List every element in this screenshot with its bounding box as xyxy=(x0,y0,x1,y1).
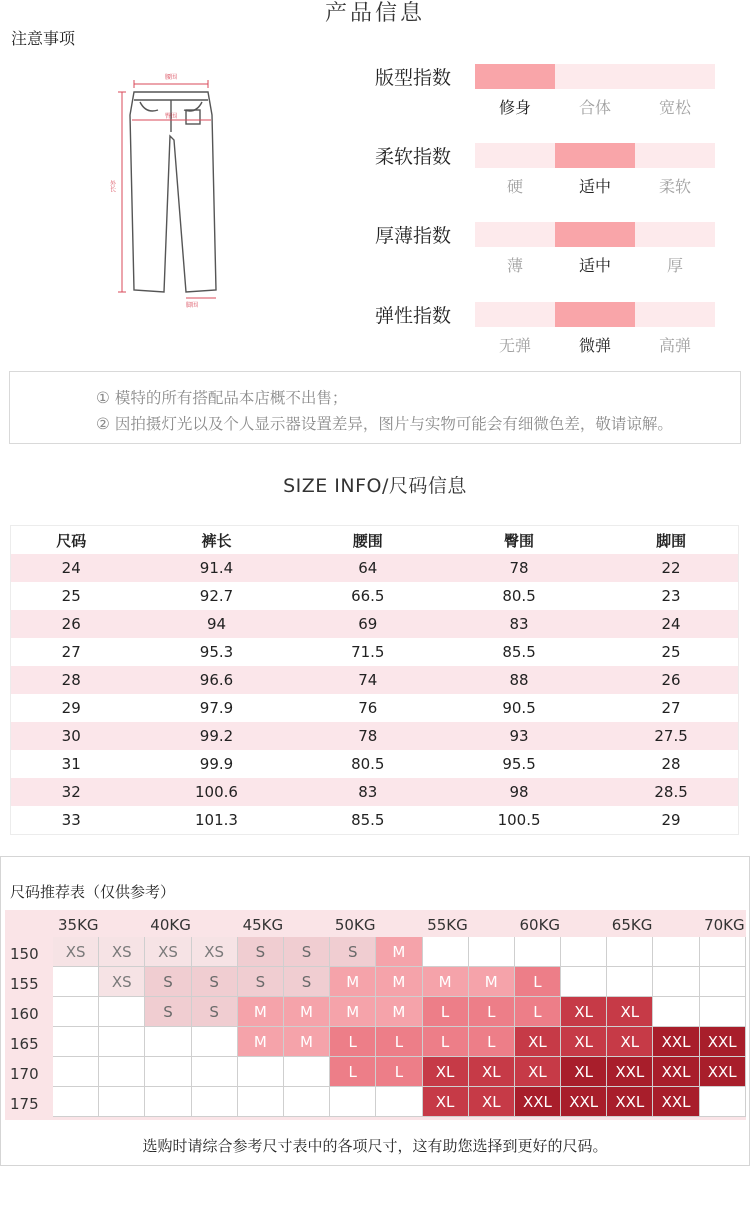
size-recommend-cell xyxy=(653,967,699,997)
size-header-cell: 脚围 xyxy=(656,531,687,550)
size-recommend-cell: L xyxy=(469,1027,515,1057)
index-bar-segment xyxy=(555,143,635,168)
index-bar-segment xyxy=(555,222,635,247)
index-option: 无弹 xyxy=(498,336,531,355)
size-cell: 23 xyxy=(661,587,681,605)
size-recommend-cell: XXL xyxy=(700,1027,746,1057)
size-recommend-cell xyxy=(423,937,469,967)
size-recommend-cell: XXL xyxy=(700,1057,746,1087)
table-row xyxy=(11,554,739,582)
size-cell: 28 xyxy=(661,755,681,773)
size-recommend-cell xyxy=(376,1087,422,1117)
size-recommend-cell xyxy=(99,997,145,1027)
size-cell: 78 xyxy=(358,727,378,745)
index-option: 合体 xyxy=(578,98,611,117)
size-recommend-cell xyxy=(53,1087,99,1117)
size-cell: 101.3 xyxy=(195,811,238,829)
index-option: 适中 xyxy=(578,256,611,275)
index-options xyxy=(475,174,715,197)
size-recommend-cell xyxy=(99,1027,145,1057)
size-cell: 90.5 xyxy=(502,699,536,717)
size-recommend-cell xyxy=(99,1057,145,1087)
size-recommend-cell: L xyxy=(376,1027,422,1057)
index-bar-segment xyxy=(475,64,555,89)
size-recommend-cell: M xyxy=(284,997,330,1027)
size-recommend-cell: M xyxy=(238,997,284,1027)
index-bar xyxy=(475,222,715,247)
waist-label: 腰围 xyxy=(164,74,178,81)
size-recommend-cell: XXL xyxy=(607,1087,653,1117)
size-recommend-cell: M xyxy=(376,937,422,967)
size-recommend-cell xyxy=(700,1087,746,1117)
size-recommend-cell: L xyxy=(330,1027,376,1057)
table-row xyxy=(11,722,739,750)
size-header-cell: 裤长 xyxy=(201,531,232,550)
index-bar xyxy=(475,64,715,89)
size-recommend-cell xyxy=(653,937,699,967)
size-recommend-cell: M xyxy=(376,997,422,1027)
size-cell: 74 xyxy=(358,671,378,689)
size-recommend-cell xyxy=(145,1057,191,1087)
weight-label: 55KG xyxy=(427,916,468,934)
size-cell: 33 xyxy=(61,811,81,829)
size-recommend-cell: M xyxy=(376,967,422,997)
table-row xyxy=(11,582,739,610)
size-cell: 27 xyxy=(61,643,81,661)
size-recommend-cell: XL xyxy=(561,1027,607,1057)
size-recommend-cell: XL xyxy=(561,1057,607,1087)
size-cell: 100.6 xyxy=(195,783,238,801)
size-recommend-cell xyxy=(561,967,607,997)
size-cell: 98 xyxy=(509,783,529,801)
size-recommend-cell: XXL xyxy=(653,1087,699,1117)
notes-line-2: ② 因拍摄灯光以及个人显示器设置差异，图片与实物可能会有细微色差，敬请谅解。 xyxy=(96,415,673,433)
size-cell: 27 xyxy=(661,699,681,717)
size-recommend-cell: XL xyxy=(561,997,607,1027)
size-recommend-cell: S xyxy=(284,937,330,967)
weight-label: 70KG xyxy=(704,916,745,934)
index-bar-segment xyxy=(475,222,555,247)
size-recommend-cell: XL xyxy=(515,1057,561,1087)
size-recommend-cell xyxy=(53,1057,99,1087)
size-cell: 97.9 xyxy=(199,699,234,717)
size-recommend-cell: L xyxy=(376,1057,422,1087)
weight-label: 60KG xyxy=(519,916,561,934)
size-recommend-cell: XL xyxy=(607,997,653,1027)
size-recommend-cell xyxy=(700,967,746,997)
size-recommend-cell xyxy=(330,1087,376,1117)
table-row xyxy=(11,666,739,694)
size-recommend-cell: XL xyxy=(607,1027,653,1057)
size-recommend-cell: M xyxy=(469,967,515,997)
size-recommend-cell: XS xyxy=(145,937,191,967)
recommend-title: 尺码推荐表（仅供参考） xyxy=(10,883,176,901)
size-recommend-cell: XL xyxy=(423,1087,469,1117)
index-bar-segment xyxy=(475,143,555,168)
size-cell: 80.5 xyxy=(351,755,385,773)
size-recommend-cell xyxy=(515,937,561,967)
size-cell: 27.5 xyxy=(654,727,688,745)
size-recommend-cell xyxy=(145,1087,191,1117)
size-recommend-cell: XS xyxy=(192,937,238,967)
size-table xyxy=(10,525,739,835)
height-label: 165 xyxy=(10,1035,39,1053)
size-cell: 91.4 xyxy=(199,559,234,577)
index-bar xyxy=(475,302,715,327)
size-cell: 31 xyxy=(61,755,81,773)
size-cell: 26 xyxy=(61,615,81,633)
table-row xyxy=(11,778,739,806)
size-cell: 93 xyxy=(509,727,529,745)
height-label: 170 xyxy=(10,1065,39,1083)
size-header-cell: 臀围 xyxy=(504,531,535,550)
size-cell: 28.5 xyxy=(654,783,688,801)
size-cell: 88 xyxy=(509,671,529,689)
size-cell: 100.5 xyxy=(497,811,541,829)
size-recommend-cell: S xyxy=(330,937,376,967)
index-label: 版型指数 xyxy=(375,67,452,89)
height-label: 155 xyxy=(10,975,39,993)
size-cell: 99.9 xyxy=(199,755,234,773)
index-option: 微弹 xyxy=(578,336,611,355)
size-cell: 85.5 xyxy=(502,643,536,661)
size-table-header xyxy=(11,526,739,555)
size-recommend-cell: M xyxy=(238,1027,284,1057)
size-header-cell: 腰围 xyxy=(352,531,383,550)
size-recommend-cell: S xyxy=(238,937,284,967)
height-label: 150 xyxy=(10,945,39,963)
size-recommend-cell xyxy=(192,1027,238,1057)
index-label: 厚薄指数 xyxy=(375,225,452,247)
table-row xyxy=(11,610,739,638)
index-bar-segment xyxy=(475,302,555,327)
size-recommend-cell: L xyxy=(515,967,561,997)
size-recommend-cell xyxy=(284,1087,330,1117)
index-bar-segment xyxy=(635,302,715,327)
size-cell: 29 xyxy=(661,811,681,829)
size-recommend-cell: XL xyxy=(469,1087,515,1117)
size-recommend-cell: S xyxy=(192,997,238,1027)
size-recommend-cell: S xyxy=(145,997,191,1027)
size-recommend-cell xyxy=(653,997,699,1027)
size-recommend-cell: L xyxy=(330,1057,376,1087)
size-recommend-cell: L xyxy=(423,997,469,1027)
size-cell: 78 xyxy=(509,559,529,577)
size-recommend-cell xyxy=(284,1057,330,1087)
index-options xyxy=(475,333,715,356)
size-recommend-cell: XXL xyxy=(653,1027,699,1057)
size-recommend-cell: XXL xyxy=(515,1087,561,1117)
index-option: 厚 xyxy=(666,256,683,275)
recommend-footer: 选购时请综合参考尺寸表中的各项尺寸，这有助您选择到更好的尺码。 xyxy=(142,1137,608,1155)
size-cell: 29 xyxy=(61,699,81,717)
size-cell: 64 xyxy=(358,559,378,577)
size-recommend-cell xyxy=(145,1027,191,1057)
index-options xyxy=(475,95,715,118)
size-recommend-cell: XXL xyxy=(653,1057,699,1087)
size-cell: 22 xyxy=(661,559,681,577)
size-recommend-cell xyxy=(607,937,653,967)
table-row xyxy=(11,806,739,835)
index-bar-segment xyxy=(555,302,635,327)
size-recommend-cell: M xyxy=(330,967,376,997)
size-recommend-cell: XS xyxy=(99,967,145,997)
size-cell: 28 xyxy=(61,671,81,689)
size-recommend-cell: XXL xyxy=(607,1057,653,1087)
notes-line-1: ① 模特的所有搭配品本店概不出售； xyxy=(96,389,348,407)
weight-label: 35KG xyxy=(58,916,99,934)
size-recommend-cell xyxy=(561,937,607,967)
weight-label: 45KG xyxy=(242,916,284,934)
size-cell: 26 xyxy=(661,671,681,689)
height-label: 160 xyxy=(10,1005,39,1023)
index-option: 高弹 xyxy=(658,336,691,355)
index-bar-segment xyxy=(635,143,715,168)
weight-label: 50KG xyxy=(334,916,376,934)
size-recommend-cell xyxy=(53,1027,99,1057)
size-cell: 99.2 xyxy=(199,727,234,745)
weight-label: 40KG xyxy=(150,916,191,934)
size-recommend-cell xyxy=(53,997,99,1027)
size-cell: 85.5 xyxy=(351,811,385,829)
size-recommend-cell xyxy=(238,1057,284,1087)
index-label: 柔软指数 xyxy=(375,146,452,168)
size-recommend-cell: XL xyxy=(423,1057,469,1087)
size-recommend-cell: L xyxy=(469,997,515,1027)
size-cell: 95.3 xyxy=(199,643,234,661)
weight-label: 65KG xyxy=(611,916,653,934)
size-info-title: SIZE INFO/尺码信息 xyxy=(283,475,467,497)
size-recommend-cell xyxy=(53,967,99,997)
size-recommend-cell: XS xyxy=(99,937,145,967)
size-recommend-cell xyxy=(700,997,746,1027)
index-bar-segment xyxy=(635,64,715,89)
notes-label: 注意事项 xyxy=(11,29,76,48)
size-header-cell: 尺码 xyxy=(56,531,87,550)
size-recommend-cell xyxy=(192,1087,238,1117)
recommend-grid xyxy=(53,937,746,1117)
size-cell: 96.6 xyxy=(199,671,234,689)
size-cell: 30 xyxy=(61,727,81,745)
size-recommend-cell xyxy=(238,1087,284,1117)
index-bar-segment xyxy=(635,222,715,247)
size-cell: 66.5 xyxy=(351,587,385,605)
page-title: 产品信息 xyxy=(324,1,425,26)
index-bar xyxy=(475,143,715,168)
index-options xyxy=(475,253,715,276)
size-recommend-cell: M xyxy=(284,1027,330,1057)
size-recommend-cell: S xyxy=(145,967,191,997)
size-cell: 94 xyxy=(206,615,227,633)
size-recommend-cell: XL xyxy=(515,1027,561,1057)
size-cell: 83 xyxy=(509,615,529,633)
pants-diagram xyxy=(100,70,240,315)
size-recommend-cell xyxy=(192,1057,238,1087)
size-recommend-cell: M xyxy=(423,967,469,997)
size-cell: 24 xyxy=(61,559,81,577)
size-recommend-cell: XXL xyxy=(561,1087,607,1117)
size-cell: 92.7 xyxy=(199,587,234,605)
index-option: 薄 xyxy=(506,256,523,275)
height-label: 175 xyxy=(10,1095,39,1113)
pants-outline xyxy=(130,92,216,292)
hip-label: 臀围 xyxy=(164,113,178,120)
size-cell: 25 xyxy=(61,587,81,605)
size-recommend-cell xyxy=(700,937,746,967)
size-cell: 76 xyxy=(358,699,378,717)
size-cell: 71.5 xyxy=(351,643,385,661)
size-recommend-cell: S xyxy=(192,967,238,997)
size-recommend-cell: S xyxy=(238,967,284,997)
size-cell: 69 xyxy=(358,615,378,633)
size-recommend-cell: S xyxy=(284,967,330,997)
size-recommend-cell xyxy=(607,967,653,997)
size-cell: 24 xyxy=(661,615,681,633)
size-cell: 80.5 xyxy=(502,587,536,605)
index-option: 柔软 xyxy=(658,177,691,196)
length-label: 外长 xyxy=(108,180,116,192)
size-recommend-cell: XS xyxy=(53,937,99,967)
index-label: 弹性指数 xyxy=(375,305,452,327)
size-recommend-cell: L xyxy=(423,1027,469,1057)
table-row xyxy=(11,694,739,722)
size-recommend-cell: XL xyxy=(469,1057,515,1087)
index-option: 修身 xyxy=(498,98,531,117)
size-cell: 32 xyxy=(61,783,81,801)
size-cell: 83 xyxy=(358,783,378,801)
size-recommend-cell xyxy=(469,937,515,967)
table-row xyxy=(11,750,739,778)
size-recommend-cell: M xyxy=(330,997,376,1027)
size-cell: 95.5 xyxy=(502,755,536,773)
size-recommend-cell xyxy=(99,1087,145,1117)
index-option: 宽松 xyxy=(658,98,691,117)
index-option: 硬 xyxy=(506,177,523,196)
index-bar-segment xyxy=(555,64,635,89)
table-row xyxy=(11,638,739,666)
size-recommend-cell: L xyxy=(515,997,561,1027)
size-cell: 25 xyxy=(661,643,681,661)
hem-label: 脚围 xyxy=(185,302,199,309)
index-option: 适中 xyxy=(578,177,611,196)
